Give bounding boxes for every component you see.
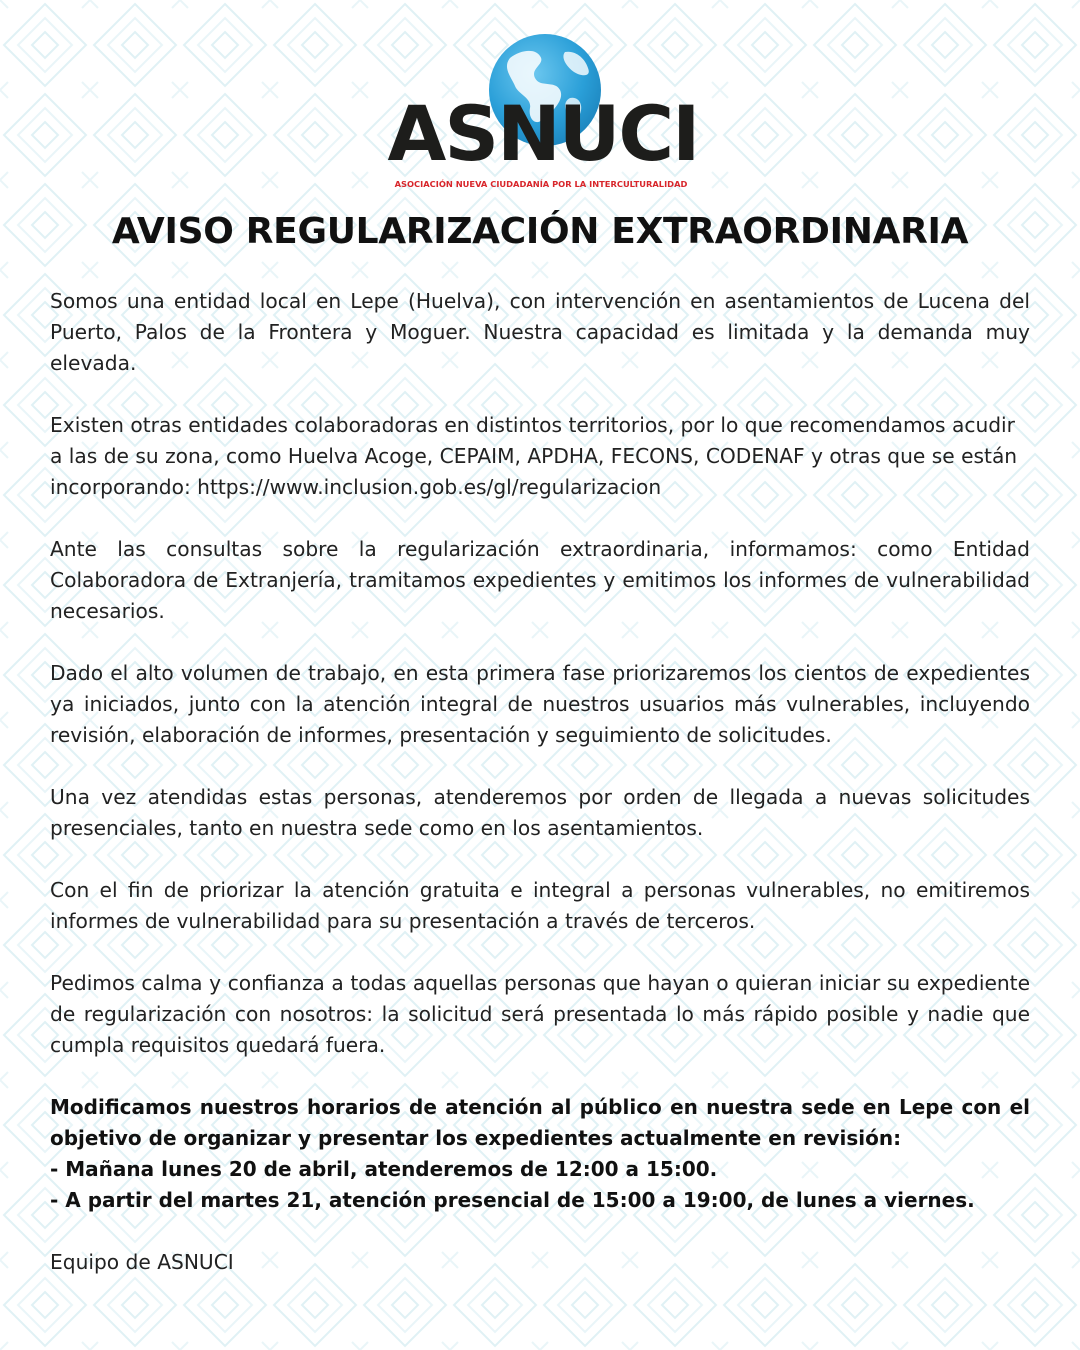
paragraph-third-parties: Con el fin de priorizar la atención gratuita e integral a personas vulnerables, no emitiremos informes de vulnerabilidad para su presentación a través de terceros.	[50, 878, 1030, 933]
paragraph-other-entities: Existen otras entidades colaboradoras en distintos territorios, por lo que recomendamos acudir a las de su zona, como Huelva Acoge, CEPAIM, APDHA, FECONS, CODENAF y otras que se están incorporando: https://www.inclusion.gob.es/gl/regularizacion	[50, 413, 1018, 499]
schedule-intro: Modificamos nuestros horarios de atención al público en nuestra sede en Lepe con el objetivo de organizar y presentar los expedientes actualmente en revisión:	[50, 1095, 1030, 1150]
paragraph-consultations: Ante las consultas sobre la regularización extraordinaria, informamos: como Entidad Colaboradora de Extranjería, tramitamos expedientes y emitimos los informes de vulnerabilidad necesarios.	[50, 537, 1030, 623]
logo-wordmark: ASNUCI	[387, 89, 699, 178]
notice-body	[50, 286, 1030, 1309]
page-title: AVISO REGULARIZACIÓN EXTRAORDINARIA	[111, 211, 969, 252]
asnuci-logo	[370, 28, 710, 189]
paragraph-priorities: Dado el alto volumen de trabajo, en esta primera fase priorizaremos los cientos de expedientes ya iniciados, junto con la atención integral de nuestros usuarios más vulnerables, incluyendo revisión, elaboración de informes, presentación y seguimiento de solicitudes.	[50, 661, 1030, 747]
paragraph-calm: Pedimos calma y confianza a todas aquellas personas que hayan o quieran iniciar su expediente de regularización con nosotros: la solicitud será presentada lo más rápido posible y nadie que cumpla requisitos quedará fuera.	[50, 971, 1030, 1057]
logo-tagline: ASOCIACIÓN NUEVA CIUDADANÍA POR LA INTERCULTURALIDAD	[394, 179, 688, 189]
schedule-line-monday: - Mañana lunes 20 de abril, atenderemos de 12:00 a 15:00.	[50, 1157, 718, 1181]
paragraph-new-requests: Una vez atendidas estas personas, atenderemos por orden de llegada a nuevas solicitudes presenciales, tanto en nuestra sede como en los asentamientos.	[50, 785, 1030, 840]
signature: Equipo de ASNUCI	[50, 1250, 234, 1274]
schedule-notice	[50, 1092, 1030, 1216]
paragraph-intro: Somos una entidad local en Lepe (Huelva), con intervención en asentamientos de Lucena del Puerto, Palos de la Frontera y Moguer. Nuestra capacidad es limitada y la demanda muy elevada.	[50, 289, 1030, 375]
schedule-line-tuesday: - A partir del martes 21, atención presencial de 15:00 a 19:00, de lunes a viernes.	[50, 1188, 975, 1212]
